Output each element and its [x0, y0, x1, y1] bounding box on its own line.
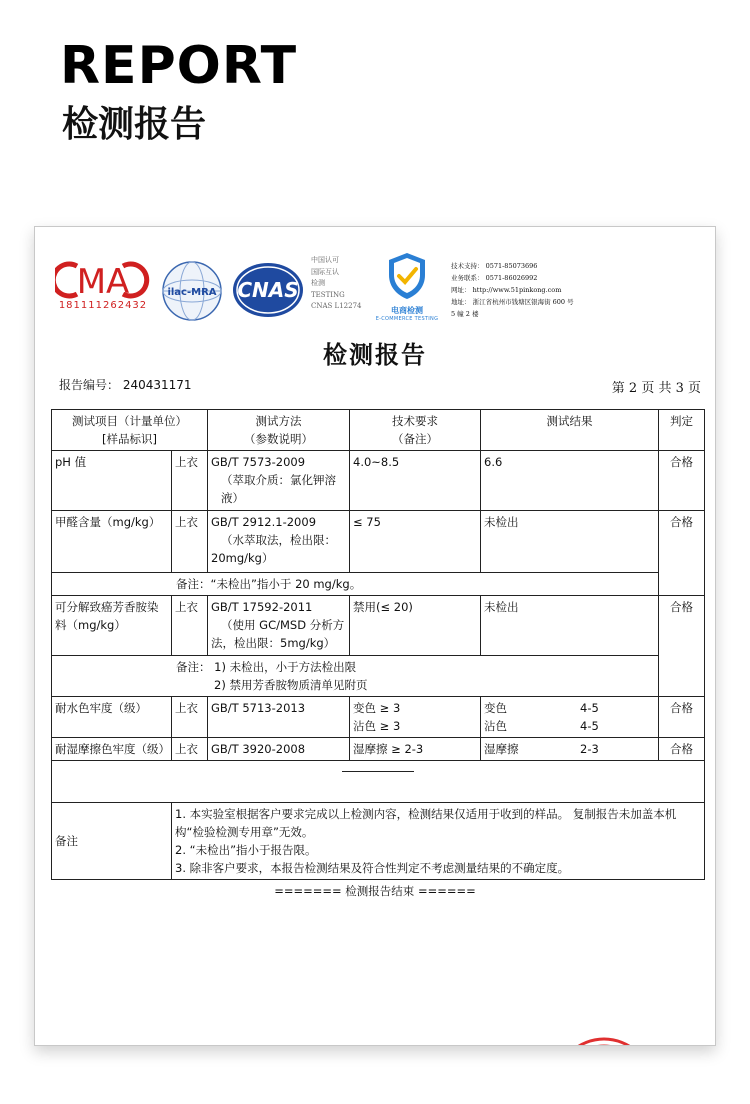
item-cell: 耐湿摩擦色牢度（级）	[52, 738, 172, 761]
header-verdict: 判定	[659, 410, 705, 451]
ilac-logo	[160, 259, 224, 327]
remark-line: 3. 除非客户要求，本报告检测结果及符合性判定不考虑测量结果的不确定度。	[175, 861, 570, 875]
remark-line: 2. “未检出”指小于报告限。	[175, 843, 317, 857]
cert-line: 国际互认	[311, 267, 339, 276]
ecommerce-testing-logo	[375, 251, 439, 322]
note-row	[52, 656, 705, 697]
page-indicator: 第 2 页 共 3 页	[611, 381, 701, 396]
method-line: （水萃取法，检出限：	[221, 533, 336, 547]
note-line: 备注： 1) 未检出，小于方法检出限	[176, 660, 357, 674]
table-row	[52, 596, 705, 656]
item-cell: 甲醛含量（mg/kg）	[52, 511, 172, 573]
divider-cell	[52, 761, 705, 803]
result-pair	[484, 699, 655, 717]
result-cell: 未检出	[481, 511, 659, 573]
ecommerce-testing-sub: E-COMMERCE TESTING	[375, 316, 439, 322]
result-pair	[484, 740, 655, 758]
report-end-marker: ======= 检测报告结束 ======	[274, 884, 476, 898]
part-cell: 上衣	[172, 738, 208, 761]
cma-mark-icon	[55, 261, 151, 299]
method-cell	[208, 451, 350, 511]
method-cell: GB/T 5713-2013	[208, 697, 350, 738]
cma-logo	[55, 261, 151, 311]
requirement-line: 沾色 ≥ 3	[353, 719, 401, 733]
cert-line: 中国认可	[311, 256, 339, 264]
method-line: 液）	[221, 491, 244, 505]
accreditation-text	[311, 255, 361, 313]
verdict-cell: 合格	[659, 511, 705, 596]
ilac-globe-icon	[160, 259, 224, 323]
cert-line: 检测	[311, 279, 325, 287]
method-cell: GB/T 3920-2008	[208, 738, 350, 761]
result-value: 2-3	[580, 742, 599, 756]
result-key: 沾色	[484, 719, 507, 733]
header-item-line: 测试项目（计量单位）	[72, 414, 187, 428]
contact-line: 业务联系： 0571-86026992	[451, 274, 538, 282]
result-key: 变色	[484, 701, 507, 715]
result-key: 湿摩擦	[484, 742, 519, 756]
method-line: GB/T 7573-2009	[211, 455, 306, 469]
method-line: 20mg/kg）	[211, 551, 274, 565]
note-cell: 备注：“未检出”指小于 20 mg/kg。	[52, 573, 659, 596]
result-value: 4-5	[580, 719, 599, 733]
report-number: 报告编号： 240431171	[59, 378, 192, 392]
verdict-cell: 合格	[659, 451, 705, 511]
document-title: 检测报告	[323, 340, 427, 369]
logo-strip	[35, 227, 715, 327]
report-heading: REPORT	[60, 36, 298, 96]
cnas-mark-icon	[231, 261, 305, 319]
result-value: 4-5	[580, 701, 599, 715]
method-line: （使用 GC/MSD 分析方	[221, 618, 345, 632]
report-heading-cn: 检测报告	[62, 104, 207, 145]
result-cell	[481, 697, 659, 738]
requirement-cell: 湿摩擦 ≥ 2-3	[350, 738, 481, 761]
cnas-text: CNAS	[237, 278, 299, 302]
method-line: GB/T 17592-2011	[211, 600, 313, 614]
header-method-line: （参数说明）	[244, 432, 313, 446]
divider-row	[52, 761, 705, 803]
item-cell: pH 值	[52, 451, 172, 511]
verdict-cell: 合格	[659, 596, 705, 697]
requirement-cell	[350, 697, 481, 738]
verdict-cell: 合格	[659, 738, 705, 761]
note-cell	[52, 656, 659, 697]
header-method-line: 测试方法	[255, 414, 302, 428]
note-row	[52, 573, 705, 596]
cma-number: 181111262432	[58, 300, 148, 311]
result-cell: 6.6	[481, 451, 659, 511]
remarks-content	[172, 803, 705, 880]
requirement-cell: 禁用(≤ 20)	[350, 596, 481, 656]
header-result: 测试结果	[481, 410, 659, 451]
item-cell: 可分解致癌芳香胺染料（mg/kg）	[52, 596, 172, 656]
shield-check-icon	[385, 251, 429, 301]
table-header-row	[52, 410, 705, 451]
requirement-cell: 4.0~8.5	[350, 451, 481, 511]
part-cell: 上衣	[172, 451, 208, 511]
result-cell: 未检出	[481, 596, 659, 656]
cnas-logo	[231, 261, 305, 323]
remark-line: 1. 本实验室根据客户要求完成以上检测内容，检测结果仅适用于收到的样品。 复制报告未加盖本机构“检验检测专用章”无效。	[175, 807, 677, 839]
requirement-cell: ≤ 75	[350, 511, 481, 573]
contact-line: 地址： 浙江省杭州市钱塘区银海街 600 号	[451, 298, 574, 306]
contact-line: 网址： http://www.51pinkong.com	[451, 286, 562, 294]
remarks-row	[52, 803, 705, 880]
method-cell	[208, 511, 350, 573]
ilac-text: ilac-MRA	[167, 287, 217, 298]
official-stamp-icon	[549, 1027, 659, 1046]
test-results-table	[51, 409, 705, 880]
method-line: （萃取介质：氯化钾溶	[221, 473, 336, 487]
ecommerce-testing-name: 电商检测	[391, 306, 423, 315]
header-method	[208, 410, 350, 451]
header-requirement-line: （备注）	[392, 432, 438, 446]
cert-line: TESTING	[311, 290, 345, 299]
contact-line: 5 幢 2 楼	[451, 310, 479, 318]
method-cell	[208, 596, 350, 656]
divider-line	[342, 771, 414, 772]
requirement-line: 变色 ≥ 3	[353, 701, 401, 715]
part-cell: 上衣	[172, 596, 208, 656]
verdict-cell: 合格	[659, 697, 705, 738]
cert-line: CNAS L12274	[311, 302, 362, 310]
contact-info	[451, 260, 574, 320]
report-sheet	[34, 226, 716, 1046]
item-cell: 耐水色牢度（级）	[52, 697, 172, 738]
header-item	[52, 410, 208, 451]
method-line: 法，检出限：5mg/kg）	[211, 636, 336, 650]
cma-text: MA	[76, 262, 130, 299]
table-row	[52, 451, 705, 511]
table-row	[52, 738, 705, 761]
contact-line: 技术支持： 0571-85073696	[451, 262, 538, 270]
table-row	[52, 697, 705, 738]
result-pair	[484, 717, 655, 735]
part-cell: 上衣	[172, 697, 208, 738]
header-item-line: [样品标识]	[102, 432, 157, 446]
method-line: GB/T 2912.1-2009	[211, 515, 317, 529]
header-requirement	[350, 410, 481, 451]
note-line: 2) 禁用芳香胺物质清单见附页	[214, 678, 368, 692]
part-cell: 上衣	[172, 511, 208, 573]
header-requirement-line: 技术要求	[392, 414, 438, 428]
table-row	[52, 511, 705, 573]
result-cell	[481, 738, 659, 761]
remarks-label: 备注	[52, 803, 172, 880]
